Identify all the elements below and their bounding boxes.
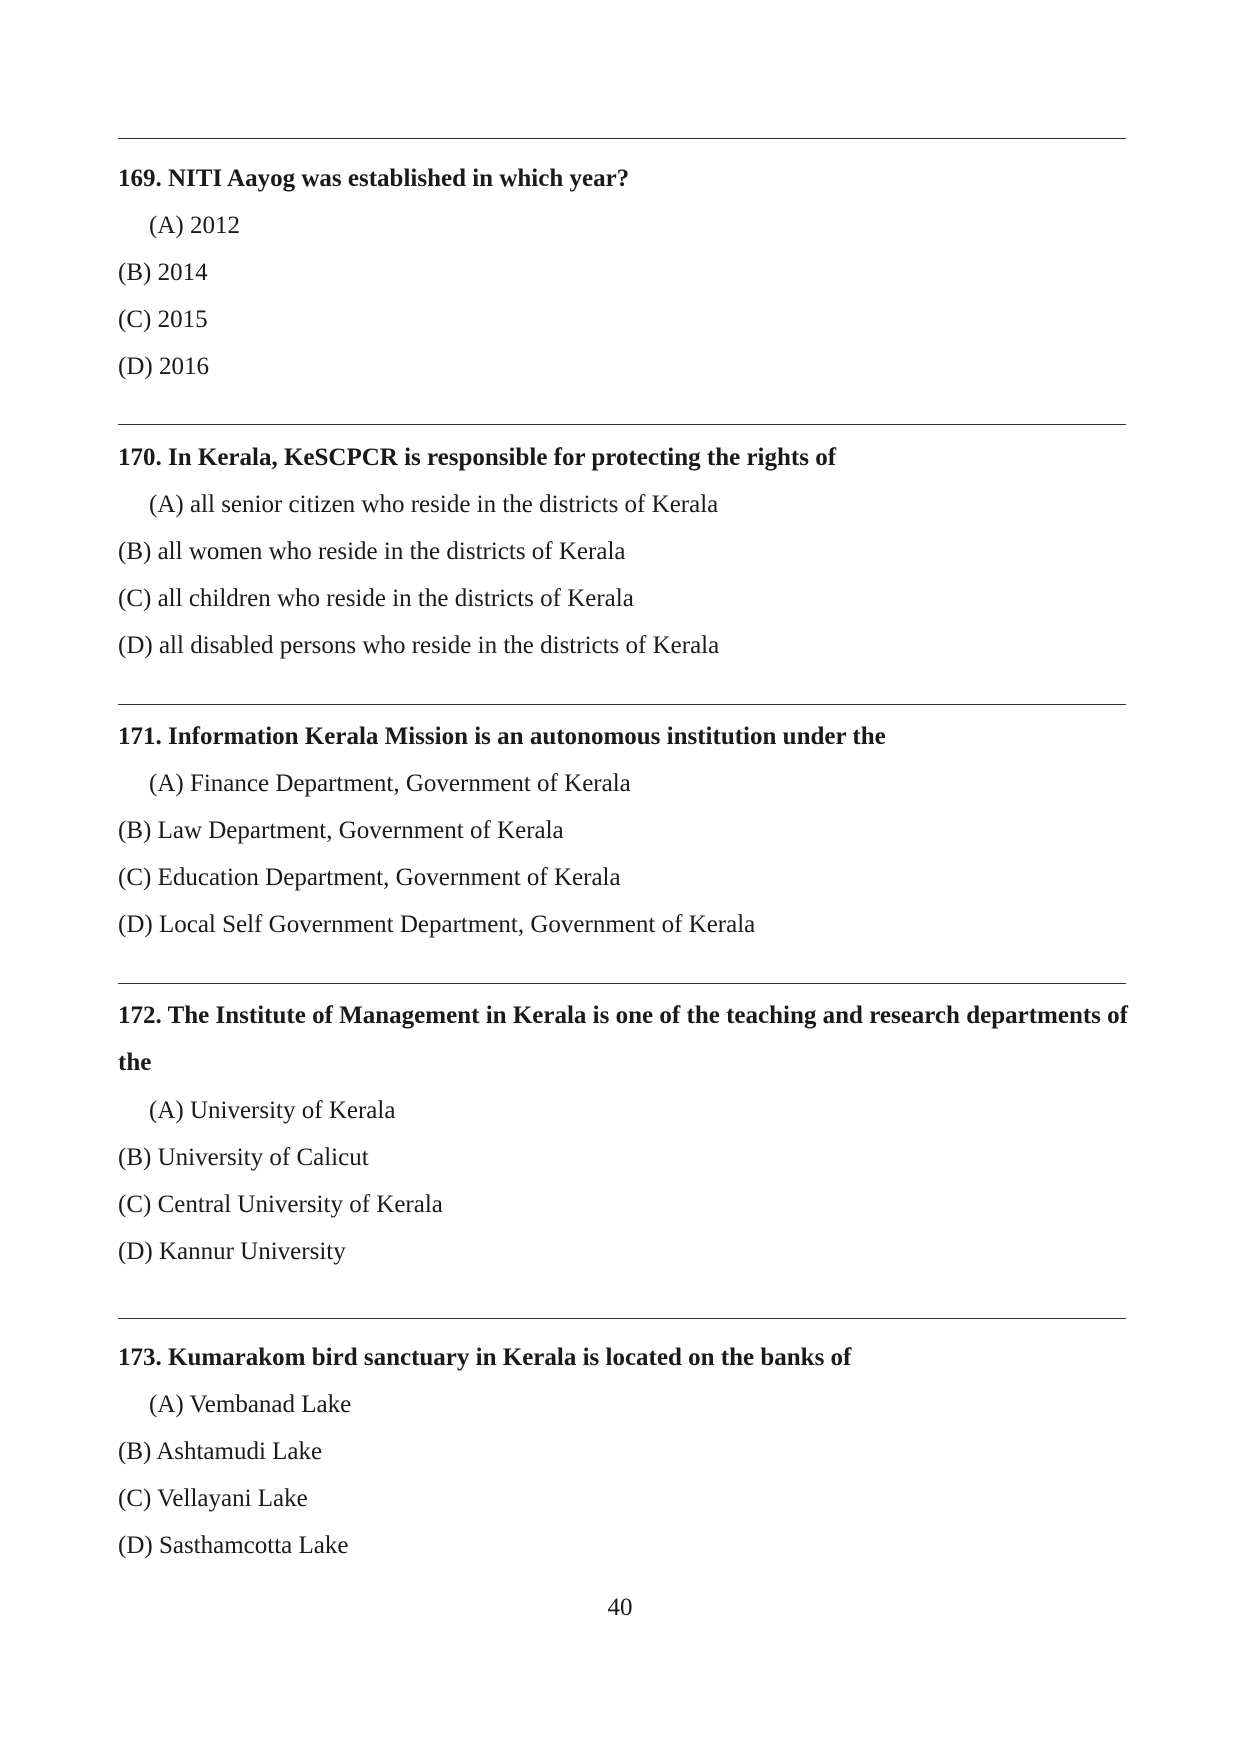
question-divider [118, 424, 1126, 425]
question-170-option-a: (A) all senior citizen who reside in the districts of Kerala [149, 491, 719, 518]
question-172-option-b: (B) University of Calicut [118, 1144, 369, 1171]
question-171-text: 171. Information Kerala Mission is an autonomous institution under the [118, 723, 886, 750]
question-divider [118, 138, 1126, 139]
question-173-text: 173. Kumarakom bird sanctuary in Kerala is located on the banks of [118, 1344, 852, 1371]
question-171-option-b: (B) Law Department, Government of Kerala [118, 817, 564, 844]
question-170-text: 170. In Kerala, KeSCPCR is responsible for protecting the rights of [118, 444, 837, 471]
question-171-option-d: (D) Local Self Government Department, Government of Kerala [118, 911, 756, 938]
question-173-option-b: (B) Ashtamudi Lake [118, 1438, 323, 1465]
question-173-option-c: (C) Vellayani Lake [118, 1485, 308, 1512]
question-170-option-c: (C) all children who reside in the districts of Kerala [118, 585, 634, 612]
question-169-option-d: (D) 2016 [118, 353, 209, 380]
question-170-option-d: (D) all disabled persons who reside in the districts of Kerala [118, 632, 720, 659]
question-172-text: 172. The Institute of Management in Kerala is one of the teaching and research departments of the [118, 1002, 1128, 1076]
question-divider [118, 1318, 1126, 1319]
question-divider [118, 704, 1126, 705]
page-number: 40 [607, 1594, 633, 1621]
question-divider [118, 983, 1126, 984]
question-172-option-a: (A) University of Kerala [149, 1097, 396, 1124]
question-172-option-c: (C) Central University of Kerala [118, 1191, 443, 1218]
question-169-text: 169. NITI Aayog was established in which year? [118, 165, 630, 192]
question-169-option-c: (C) 2015 [118, 306, 208, 333]
question-169-option-b: (B) 2014 [118, 259, 208, 286]
question-173-option-d: (D) Sasthamcotta Lake [118, 1532, 349, 1559]
question-170-option-b: (B) all women who reside in the districts of Kerala [118, 538, 626, 565]
question-171-option-a: (A) Finance Department, Government of Kerala [149, 770, 631, 797]
question-172-option-d: (D) Kannur University [118, 1238, 346, 1265]
question-171-option-c: (C) Education Department, Government of Kerala [118, 864, 621, 891]
question-173-option-a: (A) Vembanad Lake [149, 1391, 352, 1418]
question-169-option-a: (A) 2012 [149, 212, 240, 239]
